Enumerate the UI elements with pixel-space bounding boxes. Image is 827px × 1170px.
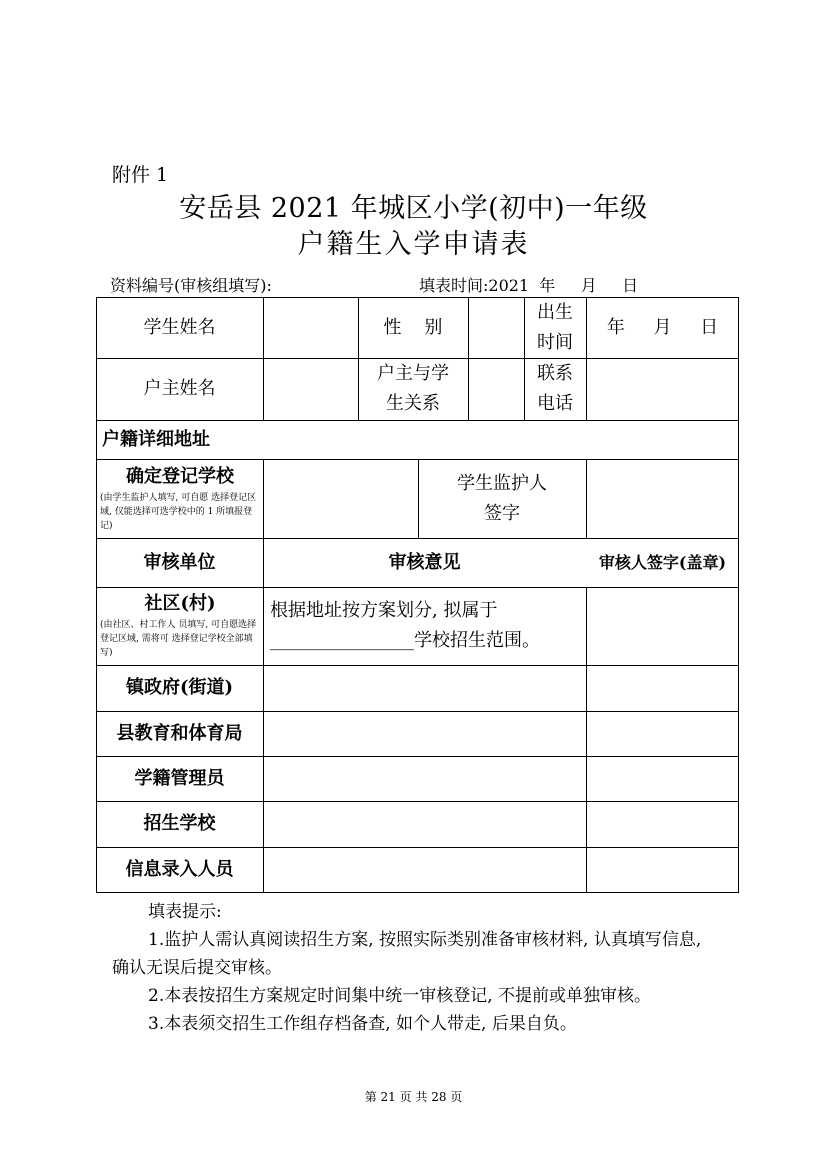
- review-row-registrar-label: 学籍管理员: [134, 767, 225, 789]
- student-name-label: 学生姓名: [143, 316, 216, 338]
- record-number-label: 资料编号(审核组填写):: [110, 276, 272, 295]
- fill-instructions: [112, 898, 722, 1038]
- form-title-line1: 安岳县 2021 年城区小学(初中)一年级: [179, 193, 648, 224]
- community-note: (由社区、村工作人 员填写, 可自愿选择登记区域, 需将可 选择登记学校全部填写): [100, 620, 257, 658]
- review-row-registrar-signature[interactable]: [587, 757, 738, 801]
- household-address-field[interactable]: [264, 421, 738, 459]
- review-row-registrar-opinion[interactable]: [264, 757, 586, 801]
- gender-field[interactable]: [469, 298, 524, 358]
- review-row-data-entry-opinion[interactable]: [264, 848, 586, 892]
- review-row-school-signature[interactable]: [587, 802, 738, 847]
- review-row-school-opinion[interactable]: [264, 802, 586, 847]
- instruction-item: 1.监护人需认真阅读招生方案, 按照实际类别准备审核材料, 认真填写信息, 确认无误后提交审核。: [112, 930, 702, 978]
- guardian-signature-label: 学生监护人 签字: [457, 472, 547, 524]
- reviewer-signature-header: 审核人签字(盖章): [598, 552, 727, 572]
- registered-school-note: (由学生监护人填写, 可自愿 选择登记区域, 仅能选择可选学校中的 1 所填报登记): [100, 492, 257, 531]
- student-name-field[interactable]: [264, 298, 358, 358]
- birth-date-label: 出生 时间: [537, 301, 573, 353]
- instruction-item: 2.本表按招生方案规定时间集中统一审核登记, 不提前或单独审核。: [148, 986, 652, 1006]
- community-signature-field[interactable]: [587, 588, 738, 665]
- guardian-signature-field[interactable]: [587, 460, 738, 538]
- community-opinion: 根据地址按方案划分, 拟属于 ________________学校招生范围。: [270, 600, 540, 651]
- application-form-table: [96, 297, 739, 893]
- birth-date-field[interactable]: 年 月 日: [606, 316, 719, 338]
- householder-name-label: 户主姓名: [143, 378, 216, 399]
- review-row-town-opinion[interactable]: [264, 666, 586, 711]
- review-opinion-header: 审核意见: [388, 551, 461, 573]
- review-row-education-bureau-opinion[interactable]: [264, 712, 586, 756]
- review-row-data-entry-signature[interactable]: [587, 848, 738, 892]
- community-label: 社区(村) (由社区、村工作人 员填写, 可自愿选择登记区域, 需将可 选择登记学校全部填写): [100, 587, 260, 665]
- phone-label: 联系 电话: [537, 363, 573, 414]
- review-row-town-signature[interactable]: [587, 666, 738, 711]
- householder-name-field[interactable]: [264, 359, 358, 420]
- review-row-data-entry-label: 信息录入人员: [125, 858, 234, 880]
- review-row-education-bureau-label: 县教育和体育局: [116, 722, 243, 744]
- attachment-label: 附件 1: [112, 164, 169, 186]
- gender-label: 性 别: [383, 316, 443, 338]
- fill-time-label: 填表时间:2021 年 月 日: [419, 276, 639, 295]
- relation-field[interactable]: [469, 359, 524, 420]
- instructions-title: 填表提示:: [148, 902, 222, 922]
- review-row-town-label: 镇政府(街道): [125, 677, 234, 698]
- relation-label: 户主与学 生关系: [377, 363, 449, 414]
- household-address-label: 户籍详细地址: [102, 428, 210, 450]
- page-number: 第 21 页 共 28 页: [364, 1090, 463, 1104]
- review-unit-header: 审核单位: [143, 551, 216, 573]
- review-row-education-bureau-signature[interactable]: [587, 712, 738, 756]
- instruction-item: 3.本表须交招生工作组存档备查, 如个人带走, 后果自负。: [148, 1014, 577, 1034]
- table-border: [738, 297, 739, 893]
- registered-school-label: 确定登记学校 (由学生监护人填写, 可自愿 选择登记区域, 仅能选择可选学校中的 1 所填报登记): [100, 459, 260, 538]
- review-row-school-label: 招生学校: [143, 813, 216, 834]
- table-border: [96, 892, 739, 893]
- phone-field[interactable]: [587, 359, 738, 420]
- registered-school-field[interactable]: [264, 460, 418, 538]
- form-title-line2: 户籍生入学申请表: [297, 229, 530, 260]
